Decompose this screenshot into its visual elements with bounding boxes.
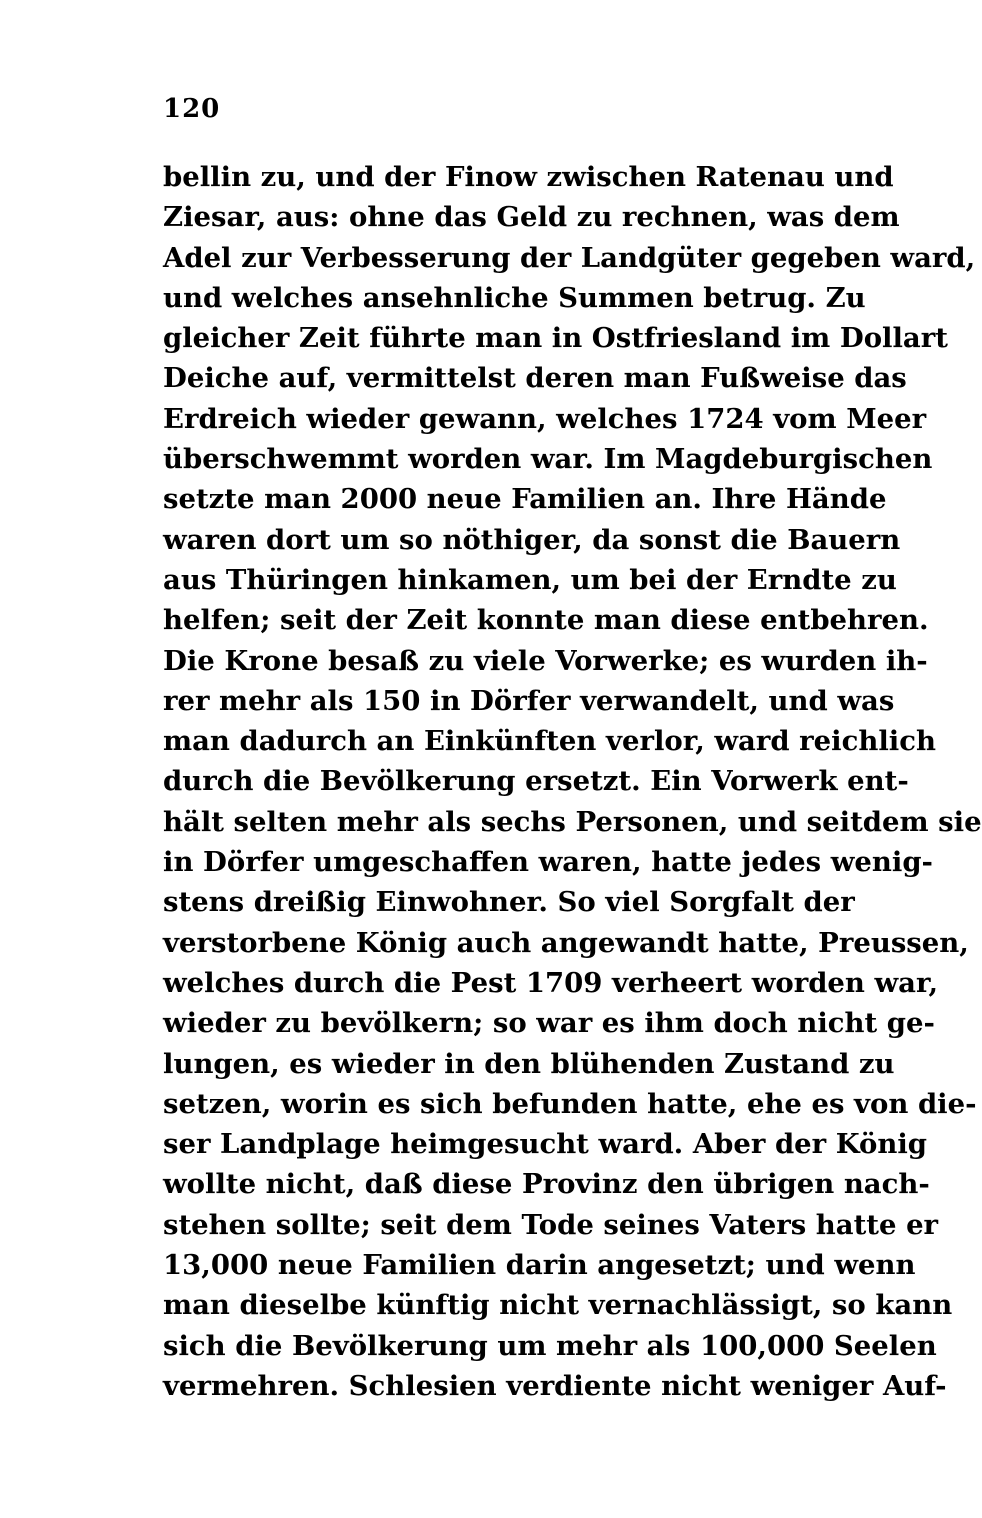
text-line: Ziesar, aus: ohne das Geld zu rechnen, was dem (163, 201, 900, 234)
text-line: man dadurch an Einkünften verlor, ward reichlich (163, 725, 936, 758)
text-line: helfen; seit der Zeit konnte man diese entbehren. (163, 604, 929, 637)
page-number: 120 (163, 94, 221, 124)
text-line: Die Krone besaß zu viele Vorwerke; es wurden ih- (163, 644, 928, 677)
text-line: durch die Bevölkerung ersetzt. Ein Vorwerk ent- (163, 765, 909, 798)
body-text (163, 157, 982, 1406)
text-line: bellin zu, und der Finow zwischen Ratenau und (163, 161, 894, 193)
text-line: wollte nicht, daß diese Provinz den übrigen nach- (163, 1168, 930, 1201)
text-line: welches durch die Pest 1709 verheert worden war, (163, 966, 939, 999)
text-line: sich die Bevölkerung um mehr als 100,000 Seelen (163, 1329, 937, 1362)
text-line: hält selten mehr als sechs Personen, und seitdem sie (163, 805, 982, 838)
text-line: und welches ansehnliche Summen betrug. Zu (163, 281, 866, 314)
text-line: waren dort um so nöthiger, da sonst die Bauern (163, 523, 901, 556)
text-line: gleicher Zeit führte man in Ostfriesland im Dollart (163, 322, 948, 355)
text-line: wieder zu bevölkern; so war es ihm doch nicht ge- (163, 1007, 935, 1040)
text-line: ser Landplage heimgesucht ward. Aber der König (163, 1128, 928, 1161)
text-line: man dieselbe künftig nicht vernachlässigt, so kann (163, 1289, 953, 1322)
text-line: setzte man 2000 neue Familien an. Ihre Hände (163, 483, 887, 516)
text-line: stens dreißig Einwohner. So viel Sorgfalt der (163, 886, 855, 919)
text-line: Adel zur Verbesserung der Landgüter gegeben ward, (163, 241, 976, 274)
text-line: überschwemmt worden war. Im Magdeburgischen (163, 443, 933, 476)
text-line: in Dörfer umgeschaffen waren, hatte jedes wenig- (163, 846, 933, 879)
text-line: aus Thüringen hinkamen, um bei der Erndte zu (163, 563, 897, 596)
text-line: setzen, worin es sich befunden hatte, ehe es von die- (163, 1087, 977, 1120)
text-line: stehen sollte; seit dem Tode seines Vaters hatte er (163, 1208, 939, 1241)
text-line: rer mehr als 150 in Dörfer verwandelt, und was (163, 684, 895, 717)
text-line: Erdreich wieder gewann, welches 1724 vom Meer (163, 402, 927, 435)
text-line: vermehren. Schlesien verdiente nicht weniger Auf- (163, 1369, 947, 1402)
text-line: Deiche auf, vermittelst deren man Fußweise das (163, 362, 907, 395)
text-line: verstorbene König auch angewandt hatte, Preussen, (163, 926, 969, 959)
text-line: 13,000 neue Familien darin angesetzt; und wenn (163, 1249, 916, 1282)
text-line: lungen, es wieder in den blühenden Zustand zu (163, 1047, 895, 1080)
